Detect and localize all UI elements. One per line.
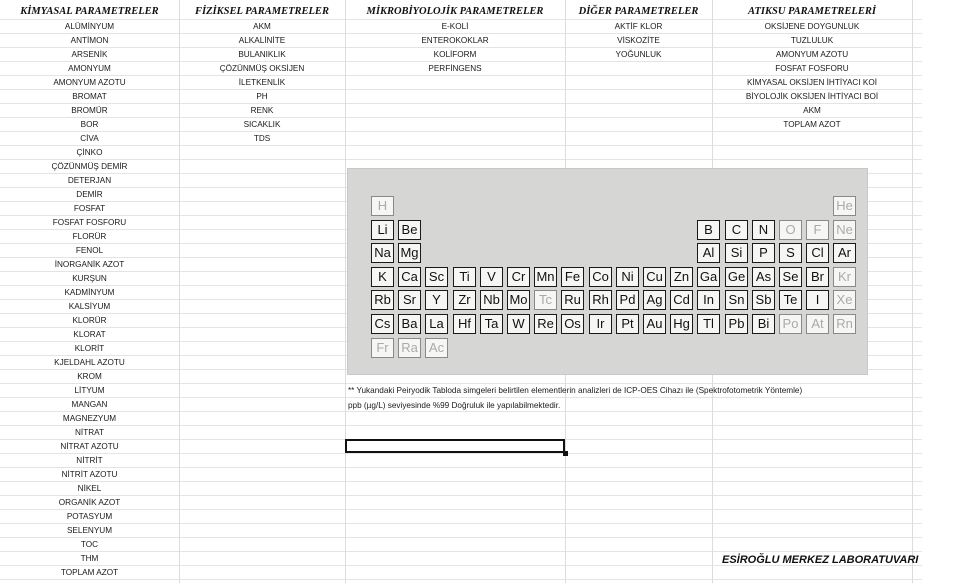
element-tile: Cs (371, 314, 394, 334)
chemical-parameter-cell[interactable]: ORGANİK AZOT (58, 498, 121, 507)
microbiological-parameter-cell[interactable]: E-KOLİ (441, 22, 469, 31)
chemical-parameter-cell[interactable]: FOSFAT (73, 204, 106, 213)
column-divider (345, 0, 346, 583)
note-line-1: ** Yukandaki Peiryodik Tabloda simgeleri belirtilen elementlerin analizleri de ICP-OES Cihazı ile (Spektrofotometrik Yöntemle) (348, 386, 803, 395)
element-tile: Cl (806, 243, 829, 263)
element-tile: C (725, 220, 748, 240)
selected-cell[interactable] (345, 439, 565, 453)
chemical-parameter-cell[interactable]: KURŞUN (72, 274, 107, 283)
chemical-parameter-cell[interactable]: MAGNEZYUM (62, 414, 117, 423)
element-tile: Tc (534, 290, 557, 310)
element-tile: Re (534, 314, 557, 334)
element-tile: Mg (398, 243, 421, 263)
chemical-parameter-cell[interactable]: BROMAT (72, 92, 107, 101)
header-other-parameters: DİĞER PARAMETRELER (578, 6, 699, 17)
chemical-parameter-cell[interactable]: TOC (80, 540, 99, 549)
physical-parameter-cell[interactable]: BULANIKLIK (238, 50, 286, 59)
element-tile: Zr (453, 290, 476, 310)
chemical-parameter-cell[interactable]: KLORÜR (72, 316, 107, 325)
element-tile: Nb (480, 290, 503, 310)
element-tile: Ar (833, 243, 856, 263)
element-tile: As (752, 267, 775, 287)
element-tile: Co (589, 267, 612, 287)
element-tile: K (371, 267, 394, 287)
element-tile: Au (643, 314, 666, 334)
element-tile: Ac (425, 338, 448, 358)
element-tile: W (507, 314, 530, 334)
physical-parameter-cell[interactable]: TDS (253, 134, 271, 143)
element-tile: B (697, 220, 720, 240)
chemical-parameter-cell[interactable]: ARSENİK (71, 50, 108, 59)
chemical-parameter-cell[interactable]: DETERJAN (67, 176, 112, 185)
element-tile: Na (371, 243, 394, 263)
chemical-parameter-cell[interactable]: ANTİMON (70, 36, 109, 45)
wastewater-parameter-cell[interactable]: OKSİJENE DOYGUNLUK (764, 22, 860, 31)
chemical-parameter-cell[interactable]: CİVA (80, 134, 99, 143)
element-tile: Ca (398, 267, 421, 287)
header-physical-parameters: FİZİKSEL PARAMETRELER (195, 6, 329, 17)
element-tile: V (480, 267, 503, 287)
element-tile: Si (725, 243, 748, 263)
element-tile: Sb (752, 290, 775, 310)
chemical-parameter-cell[interactable]: SELENYUM (66, 526, 113, 535)
element-tile: Pd (616, 290, 639, 310)
element-tile: Kr (833, 267, 856, 287)
element-tile: Se (779, 267, 802, 287)
element-tile: Ni (616, 267, 639, 287)
element-tile: Hg (670, 314, 693, 334)
microbiological-parameter-cell[interactable]: ENTEROKOKLAR (421, 36, 489, 45)
element-tile: Cd (670, 290, 693, 310)
chemical-parameter-cell[interactable]: ÇİNKO (76, 148, 103, 157)
element-tile: Rh (589, 290, 612, 310)
element-tile: He (833, 196, 856, 216)
chemical-parameter-cell[interactable]: KADMİNYUM (64, 288, 115, 297)
element-tile: Sc (425, 267, 448, 287)
element-tile: F (806, 220, 829, 240)
element-tile: H (371, 196, 394, 216)
element-tile: Sr (398, 290, 421, 310)
chemical-parameter-cell[interactable]: AMONYUM AZOTU (53, 78, 126, 87)
element-tile: Sn (725, 290, 748, 310)
element-tile: Po (779, 314, 802, 334)
chemical-parameter-cell[interactable]: NİTRAT AZOTU (60, 442, 119, 451)
element-tile: Hf (453, 314, 476, 334)
chemical-parameter-cell[interactable]: FOSFAT FOSFORU (52, 218, 127, 227)
note-line-2: ppb (µg/L) seviyesinde %99 Doğruluk ile yapılabilmektedir. (348, 401, 561, 410)
element-tile: Al (697, 243, 720, 263)
element-tile: At (806, 314, 829, 334)
element-tile: Li (371, 220, 394, 240)
chemical-parameter-cell[interactable]: KALSİYUM (68, 302, 111, 311)
element-tile: Pt (616, 314, 639, 334)
chemical-parameter-cell[interactable]: NİKEL (77, 484, 102, 493)
element-tile: P (752, 243, 775, 263)
element-tile: Zn (670, 267, 693, 287)
chemical-parameter-cell[interactable]: İNORGANİK AZOT (54, 260, 125, 269)
other-parameter-cell[interactable]: YOĞUNLUK (615, 50, 662, 59)
element-tile: Cr (507, 267, 530, 287)
element-tile: N (752, 220, 775, 240)
chemical-parameter-cell[interactable]: KLORİT (74, 344, 105, 353)
microbiological-parameter-cell[interactable]: KOLİFORM (433, 50, 477, 59)
chemical-parameter-cell[interactable]: KROM (77, 372, 102, 381)
element-tile: Pb (725, 314, 748, 334)
physical-parameter-cell[interactable]: ALKALİNİTE (238, 36, 286, 45)
chemical-parameter-cell[interactable]: LİTYUM (74, 386, 105, 395)
chemical-parameter-cell[interactable]: NİTRİT (76, 456, 103, 465)
physical-parameter-cell[interactable]: AKM (253, 22, 271, 31)
physical-parameter-cell[interactable]: İLETKENLİK (238, 78, 286, 87)
element-tile: Os (561, 314, 584, 334)
element-tile: I (806, 290, 829, 310)
element-tile: Ga (697, 267, 720, 287)
physical-parameter-cell[interactable]: SICAKLIK (243, 120, 281, 129)
header-chemical-parameters: KİMYASAL PARAMETRELER (20, 6, 159, 17)
chemical-parameter-cell[interactable]: ALÜMİNYUM (64, 22, 115, 31)
element-tile: Br (806, 267, 829, 287)
wastewater-parameter-cell[interactable]: KİMYASAL OKSİJEN İHTİYACI KOİ (747, 78, 877, 87)
element-tile: Ti (453, 267, 476, 287)
element-tile: Ra (398, 338, 421, 358)
physical-parameter-cell[interactable]: ÇÖZÜNMÜŞ OKSİJEN (219, 64, 305, 73)
chemical-parameter-cell[interactable]: THM (80, 554, 99, 563)
element-tile: Bi (752, 314, 775, 334)
element-tile: Ta (480, 314, 503, 334)
lab-name: ESİROĞLU MERKEZ LABORATUVARI (722, 554, 919, 566)
chemical-parameter-cell[interactable]: BOR (80, 120, 99, 129)
chemical-parameter-cell[interactable]: ÇÖZÜNMÜŞ DEMİR (51, 162, 128, 171)
chemical-parameter-cell[interactable]: FLORÜR (72, 232, 107, 241)
chemical-parameter-cell[interactable]: NİTRAT (75, 428, 104, 437)
element-tile: Mn (534, 267, 557, 287)
chemical-parameter-cell[interactable]: BROMÜR (71, 106, 108, 115)
physical-parameter-cell[interactable]: PH (256, 92, 268, 101)
chemical-parameter-cell[interactable]: DEMİR (76, 190, 103, 199)
element-tile: Ge (725, 267, 748, 287)
chemical-parameter-cell[interactable]: POTASYUM (66, 512, 113, 521)
header-microbiological-parameters: MİKROBİYOLOJİK PARAMETRELER (366, 6, 544, 17)
chemical-parameter-cell[interactable]: AMONYUM (68, 64, 111, 73)
chemical-parameter-cell[interactable]: FENOL (75, 246, 104, 255)
periodic-table-image (347, 168, 868, 375)
element-tile: Rb (371, 290, 394, 310)
element-tile: Xe (833, 290, 856, 310)
element-tile: Be (398, 220, 421, 240)
column-divider (912, 0, 913, 583)
physical-parameter-cell[interactable]: RENK (250, 106, 274, 115)
wastewater-parameter-cell[interactable]: FOSFAT FOSFORU (775, 64, 849, 73)
wastewater-parameter-cell[interactable]: AMONYUM AZOTU (775, 50, 849, 59)
wastewater-parameter-cell[interactable]: BİYOLOJİK OKSİJEN İHTİYACI BOİ (745, 92, 879, 101)
element-tile: Ba (398, 314, 421, 334)
element-tile: Rn (833, 314, 856, 334)
element-tile: In (697, 290, 720, 310)
element-tile: S (779, 243, 802, 263)
chemical-parameter-cell[interactable]: NİTRİT AZOTU (61, 470, 118, 479)
chemical-parameter-cell[interactable]: MANGAN (71, 400, 108, 409)
element-tile: O (779, 220, 802, 240)
element-tile: Te (779, 290, 802, 310)
element-tile: La (425, 314, 448, 334)
element-tile: Fr (371, 338, 394, 358)
chemical-parameter-cell[interactable]: TOPLAM AZOT (60, 568, 119, 577)
element-tile: Ir (589, 314, 612, 334)
chemical-parameter-cell[interactable]: KLORAT (73, 330, 106, 339)
element-tile: Ru (561, 290, 584, 310)
element-tile: Y (425, 290, 448, 310)
element-tile: Mo (507, 290, 530, 310)
element-tile: Tl (697, 314, 720, 334)
element-tile: Cu (643, 267, 666, 287)
other-parameter-cell[interactable]: AKTİF KLOR (614, 22, 663, 31)
microbiological-parameter-cell[interactable]: PERFİNGENS (428, 64, 482, 73)
wastewater-parameter-cell[interactable]: TOPLAM AZOT (783, 120, 841, 129)
element-tile: Ne (833, 220, 856, 240)
wastewater-parameter-cell[interactable]: AKM (803, 106, 821, 115)
wastewater-parameter-cell[interactable]: TUZLULUK (790, 36, 834, 45)
chemical-parameter-cell[interactable]: KJELDAHL AZOTU (54, 358, 125, 367)
fill-handle[interactable] (563, 451, 568, 456)
header-wastewater-parameters: ATIKSU PARAMETRELERİ (748, 6, 876, 17)
element-tile: Ag (643, 290, 666, 310)
element-tile: Fe (561, 267, 584, 287)
other-parameter-cell[interactable]: VİSKOZİTE (617, 36, 660, 45)
